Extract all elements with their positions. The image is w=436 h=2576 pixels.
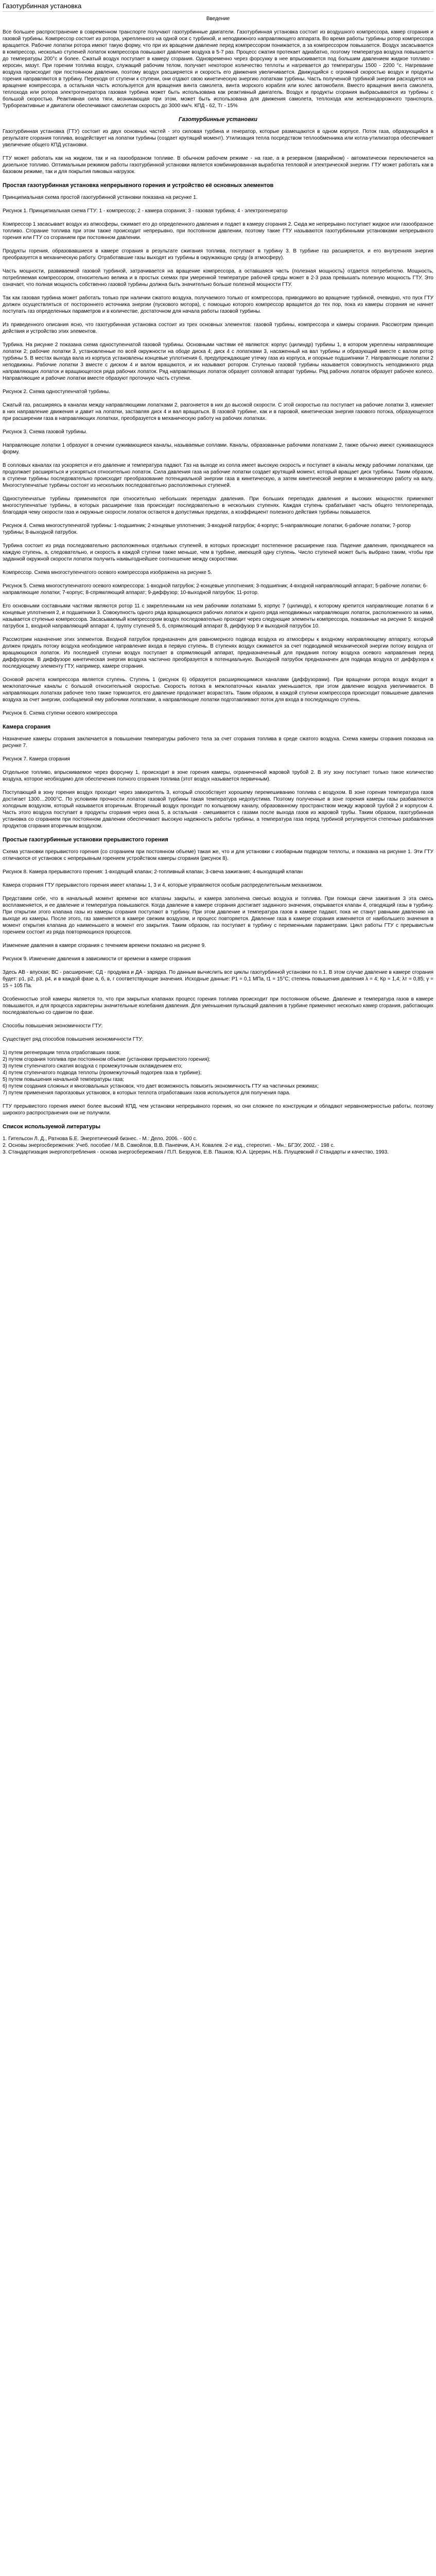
list-item: 1) путем регенерации тепла отработавших газов; [3,1050,121,1056]
paragraph: Особенностью этой камеры является то, что при закрытых клапанах процесс горения топлива происходит при постоянном объеме. Давление и температура газов в камере повышаются, и для процесса характерны значительные колебания давления. Для уменьшения пульсаций давления в турбине применяют несколько камер сгорания, работающих последовательно со сдвигом по фазе. [3,996,433,1015]
paragraph: Поступающий в зону горения воздух проходит через завихритель 3, который способствует хорошему перемешиванию топлива с воздухом. В зоне горения температура газов достигает 1300…2000°С. По условиям прочности лопаток газовой турбины такая температура недопустима. Поэтому полученные в зоне горения камеры газы разбавляются холодным воздухом, который называется вторичным. Вторичный воздух проходит по кольцевому каналу, образованному пространством между жаровой трубой 2 и корпусом 4. Часть этого воздуха поступает в продукты сгорания через окна 5, а остальная - смешивается с газами после выхода газов из жаровой трубы. Таким образом, газотурбинная установка со сгоранием при постоянном давлении обеспечивает высокую надежность работы турбины, а температура газа перед турбиной регулируется степенью разбавления продуктов сгорания вторичным воздухом. [3,790,433,829]
paragraph: ГТУ может работать как на жидком, так и на газообразном топливе. В обычном рабочем режиме - на газе, а в резервном (аварийном) - автоматически переключается на дизельное топливо. Оптимальным режимом работы газотурбинной установки является комбинированная выработка тепловой и электрической энергии. ГТУ может работать как в базовом режиме, так и для покрытия пиковых нагрузок. [3,156,433,175]
section-heading-continuous-gtu: Простая газотурбинная установка непрерывного горения и устройство её основных элементов [3,182,274,189]
paragraph: Существует ряд способов повышения экономичности ГТУ: [3,1037,144,1042]
figure-caption-list [3,956,433,962]
paragraph: Изменение давления в камере сгорания с течением времени показано на рисунке 9. [3,943,206,948]
paragraph: Турбина. На рисунке 2 показана схема одноступенчатой газовой турбины. Основными частями её являются: корпус (цилиндр) турбины 1, в котором укреплены направляющие лопатки 2; рабочие лопатки 3, установленные по всей окружности на ободе диска 4; диск 4 с лопатками 3, насаженный на вал турбины и образующий вместе с валом ротор турбины 5. В местах выхода вала из корпуса установлены концевые уплотнения 6, предупреждающие утечку газа из корпуса, и опорные подшипники 7. Направляющие лопатки 2 неподвижны. Рабочие лопатки 3 вместе с диском 4 и валом вращаются, и их называют ротором. Ступенью газовой турбины называется совокупность неподвижного ряда направляющих лопаток и вращающегося ряда рабочих лопаток. Ряд направляющих лопаток образует сопловой аппарат турбины. Ряд рабочих лопаток образует рабочее колесо. Направляющие и рабочие лопатки вместе образуют проточную часть ступени. [3,342,433,381]
paragraph: Компрессор 1 засасывает воздух из атмосферы, сжимает его до определенного давления и подает в камеру сгорания 2. Сюда же непрерывно поступает жидкое или газообразное топливо. Сгорание топлива при этом также происходит непрерывно, при постоянном давлении, поэтому такие ГТУ называются газотурбинными установками непрерывного горения или ГТУ со сгоранием при постоянном давлении. [3,222,433,241]
list-item: 4) путем ступенчатого подвода теплоты (промежуточный подогрев газа в турбине); [3,1070,202,1076]
document-title: Газотурбинная установка [3,2,82,10]
list-item: 7) путем применения парогазовых установок, в которых теплота отработавших газов используется для получения пара. [3,1090,291,1096]
list-item: 3) путем ступенчатого сжатия воздуха с промежуточным охлаждением его; [3,1063,183,1069]
paragraph: Принципиальная схема простой газотурбинной установки показана на рисунке 1. [3,195,198,200]
figure-caption: Рисунок 1. Принципиальная схема ГТУ: 1 - компрессор; 2 - камера сгорания; 3 - газовая турбина; 4 - электрогенератор [3,208,288,214]
section-heading-bibliography: Список используемой литературы [3,1124,100,1130]
paragraph: Продукты горения, образовавшиеся в камере сгорания в результате сжигания топлива, поступают в турбину 3. В турбине газ расширяется, и его внутренняя энергия преобразуется в механическую работу. Отработавшие газы выходят из турбины в окружающую среду (в атмосферу). [3,248,433,261]
figure-caption: Рисунок 9. Изменение давления в зависимости от времени в камере сгорания [3,956,191,962]
paragraph: Газотурбинная установка (ГТУ) состоит из двух основных частей - это силовая турбина и генератор, которые размещаются в одном корпусе. Поток газа, образующийся в результате сгорания топлива, воздействует на лопатки турбины (создает крутящий момент). Утилизация тепла посредством теплообменника или котла-утилизатора обеспечивает увеличение общего КПД установки. [3,129,433,148]
bibliography-item: 3. Стандартизация энергопотребления - основа энергосбережения / П.П. Безруков, Е.В. Пашков, Ю.А. Церерин, Н.Б. Плущевский // Стандарты и качество, 1993. [3,1149,389,1155]
paragraph: Здесь АВ - впуская; ВС - расширение; CД - продувка и ДА - зарядка. По данным вычислить все циклы газотурбинной установки по п.1. В этом случае давление в камере сгорания будет: р1, р2, р3, р4, и в каждой фазе а, б, в, г соответствующие значения. Исходные данные: Р1 = 0,1 МПа, t1 = 15°С; степень повышения давления λ = 4; Кр = 1,4; λт = 0,85; γ = 15 ÷ 105 Па. [3,970,433,989]
paragraph: Сжатый газ, расширяясь в каналах между направляющими лопатками 2, разгоняется в них до высокой скорости. С этой скоростью газ поступает на рабочие лопатки 3, изменяет в них направление движения и давит на лопатки, заставляя диск 4 и вал вращаться. В газовой турбине, как и в паровой, кинетическая энергия газового потока, образующегося при расширении газа в направляющих лопатках, преобразуется в механическую работу на рабочих лопатках. [3,402,433,421]
bibliography-item: 1. Гительсон Л. Д., Ратнова Б.Е. Энергетический бизнес. - М.: Дело, 2006. - 600 с. [3,1136,198,1142]
paragraph: Все большее распространение в современном транспорте получают газотурбинные двигатели. Газотурбинная установка состоит из воздушного компрессора, камер сгорания и газовой турбины. Компрессор состоит из ротора, укрепленного на одной оси с турбиной, и неподвижного направляющего аппарата. Во время работы турбины ротор компрессора вращается. Рабочие лопатки ротора имеют такую форму, что при их вращении давление перед компрессором понижается, а за компрессором повышается. Воздух засасывается в компрессор, несколько ступеней лопаток компрессора повышают давление воздуха в 5-7 раз. Процесс сжатия протекает адиабатно, поэтому температура воздуха повышается до температуры 200°с и более. Сжатый воздух поступает в камеру сгорания. Одновременно через форсунку в нее впрыскивается под большим давлением жидкое топливо - керосин, мазут. При горении топлива воздух, служащий рабочим телом, получает некоторое количество теплоты и нагревается до температуры 1500 - 2200 °с. Нагревание воздуха происходит при постоянном давлении, поэтому воздух расширяется и скорость его движения увеличивается. Движущийся с огромной скоростью воздух и продукты горения направляются в турбину. Переходя от ступени к ступени, они отдают свою кинетическую энергию лопаткам турбины. Часть полученной турбиной энергии расходуется на вращение компрессора, а остальная часть используется для вращения винта самолета, винта морского корабля или колес автомобиля. Вместо вращения винта самолета, теплохода или ротора электрогенератора газовая турбина может быть использована как реактивный двигатель. Воздух и продукты сгорания выбрасываются из турбины с большой скоростью. Реактивная сила тяги, возникающая при этом, может быть использована для движения самолета, теплохода или железнодорожного транспорта. Турбореактивные и двигатели обеспечивают самолетам скорость до 3000 км/ч. КПД - 62, Тг - 15% [3,29,433,109]
section-heading-combustion-chamber: Камера сгорания [3,724,51,730]
section-heading-gtu: Газотурбинные установки [178,116,258,123]
list-item: 5) путем повышения начальной температуры газа; [3,1077,124,1082]
figure-caption: Рисунок 3. Схема газовой турбины. [3,429,88,435]
paragraph: Камера сгорания ГТУ прерывистого горения имеет клапаны 1, 3 и 4, которые управляются особым распределительным механизмом. [3,883,323,888]
paragraph: Одноступенчатые турбины применяются при относительно небольших перепадах давления. При больших перепадах давления и высоких мощностях применяют многоступенчатые турбины, в которых расширение газа происходит последовательно в нескольких ступенях. Каждая ступень срабатывает часть общего теплоперепада, благодаря чему скорости газа и окружные скорости лопаток остаются в допустимых пределах, а коэффициент полезного действия турбины повышается. [3,496,433,515]
paragraph: Компрессор. Схема многоступенчатого осевого компрессора изображена на рисунке 5. [3,570,212,575]
document-body [3,15,433,1162]
figure-caption-list [3,869,433,875]
section-heading-intermittent-gtu: Простые газотурбинные установки прерывистого горения [3,837,168,843]
paragraph: Из приведенного описания ясно, что газотурбинная установка состоит из трех основных элементов: газовой турбины, компрессора и камеры сгорания. Рассмотрим принцип действия и устройство этих элементов. [3,322,433,334]
paragraph: Турбина состоит из ряда последовательно расположенных отдельных ступеней, в которых происходит постепенное расширение газа. Падение давления, приходящееся на каждую ступень, а, следовательно, и скорость в каждой ступени также меньше, чем в турбине, имеющей одну ступень. Число ступеней может быть выбрано таким, чтобы при заданной окружной скорости лопаток получить наивыгоднейшее соотношение между скоростями. [3,543,433,562]
figure-caption: Рисунок 5. Схема многоступенчатого осевого компрессора: 1-входной патрубок; 2-концевые уплотнения; 3-подшипник; 4-входной направляющий аппарат; 5-рабочие лопатки; 6-направляющие лопатки; 7-корпус; 8-спрямляющий аппарат; 9-диффузор; 10-выходной патрубок; 11-ротор. [3,583,428,596]
paragraph: Назначение камеры сгорания заключается в повышении температуры рабочего тела за счет сгорания топлива в среде сжатого воздуха. Схема камеры сгорания показана на рисунке 7. [3,736,433,749]
bibliography-item: 2. Основы энергосбережения: Учеб. пособие / М.В. Самойлов, В.В. Паневчик, А.Н. Ковалев. 2-е изд., стереотип. - Мн.: БГЭУ, 2002. - 198 с. [3,1143,335,1148]
figure-caption: Рисунок 4. Схема многоступенчатой турбины: 1-подшипник; 2-концевые уплотнения; 3-входной патрубок; 4-корпус; 5-направляющие лопатки; 6-рабочие лопатки; 7-ротор турбины; 8-выходной патрубок. [3,523,411,535]
figure-caption-list [3,710,433,717]
bibliography-list [3,1136,433,1156]
paragraph: Его основными составными частями являются ротор 11 с закрепленными на нем рабочими лопатками 5, корпус 7 (цилиндр), к которому крепится направляющие лопатки 6 и концевые уплотнения 2, и подшипники 3. Совокупность одного ряда вращающихся рабочих лопаток и одного ряда неподвижных направляющих лопаток, расположенного за ними, называется ступенью компрессора. Засасываемый компрессором воздух последовательно проходит через следующие элементы компрессора, показанные на рисунке 5: входной патрубок 1, входной направляющий аппарат 4, группу ступеней 5, 6, спрямляющий аппарат 8, диффузор 9 и выходной патрубок 10. [3,603,433,629]
paragraph: Так как газовая турбина может работать только при наличии сжатого воздуха, получаемого только от компрессора, приводимого во вращение турбиной, очевидно, что пуск ГТУ должен осуществляться от постороннего источника энергии (пускового мотора), с помощью которого компрессор вращается до тех пор, пока из камеры сгорания не начнет поступать газ определенных параметров и в количестве, достаточном для начала работы газовой турбины. [3,295,433,314]
paragraph: Способы повышения экономичности ГТУ: [3,1023,103,1029]
title-divider [3,11,433,12]
paragraph: Рассмотрим назначение этих элементов. Входной патрубок предназначен для равномерного подвода воздуха из атмосферы к входному направляющему аппарату, который должен придать потоку воздуха необходимое направление входа в первую ступень. В ступенях воздух сжимается за счет подводимой механической энергии потоку воздуха от вращающихся лопаток. Из последней ступени воздух поступает в спрямляющий аппарат, предназначенный для придания потоку воздуха осевого направления перед диффузором. В диффузоре кинетическая энергия воздуха частично преобразуется в потенциальную. Выходной патрубок предназначен для подвода воздуха от диффузора к последующему элементу ГТУ, например, камере сгорания. [3,637,433,669]
figure-caption: Рисунок 2. Схема одноступенчатой турбины. [3,389,110,395]
figure-caption-list [3,208,433,214]
paragraph: Основой расчета компрессора является ступень. Ступень 1 (рисунок 6) образуется расширяющимися каналами (диффузорами). При вращении ротора воздух входит в межлопаточные каналы с большой относительной скоростью. Скорость потока в межлопаточных каналах уменьшается, при этом давление воздуха увеличивается. В направляющих лопатках рабочее тело также тормозится, его давление продолжает возрастать. Таким образом, в каждой ступени компрессора происходит повышение давления воздуха за счет энергии, сообщаемой ему рабочими лопатками, а направляющие лопатки подготавливают поток для входа в последующую ступень. [3,677,433,703]
paragraph: Отдельное топливо, впрыскиваемое через форсунку 1, происходит в зоне горения камеры, ограниченной жаровой трубой 2. В эту зону поступает только такое количество воздуха, которое необходимо для обеспечения полного сгорания топлива (этот воздух называется первичным). [3,770,433,782]
paragraph: Представим себе, что в начальный момент времени все клапаны закрыты, и камера заполнена смесью воздуха и топлива. При помощи свечи зажигания 3 эта смесь воспламеняется, и ее давление и температура повышаются. Когда давление в камере сгорания достигает заданного значения, открывается клапан 4, отводящий газы в турбину. При открытии этого клапана газы из камеры сгорания поступают в турбину. При этом давление и температура газов в камере падают, пока не станут равными давлению на выходе из камеры. После этого, газ заменяется в камере свежим воздухом, и процесс повторяется. Давление газа в камере сгорания изменяется от наибольшего значения в момент открытия клапана до наименьшего в момент его закрытия. Таким образом, газ поступает в турбину с переменными параметрами. Цикл работы ГТУ с прерывистым горением состоит из ряда повторяющихся процессов. [3,896,433,935]
figure-caption: Рисунок 8. Камера прерывистого горения: 1-входящий клапан; 2-топливный клапан; 3-свеча зажигания; 4-выходящий клапан [3,869,303,875]
list-item: 6) путем создания сложных и многовальных установок, что дает возможность повысить экономичность ГТУ на частичных режимах; [3,1083,319,1089]
figure-caption-list [3,756,433,762]
figure-caption-list [3,583,433,596]
paragraph: В сопловых каналах газ ускоряется и его давление и температура падают. Газ на выходе из сопла имеет высокую скорость и поступает в каналы между рабочими лопатками, где продолжает расширяться и ускоряться относительно лопаток. Сила давления газа на рабочие лопатки создает крутящий момент, который вращает диск турбины. Таким образом, в ступени турбины последовательно происходит преобразование потенциальной энергии газа в кинетическую, а затем кинетической энергии в механическую работу на валу. Многоступенчатые турбины состоят из нескольких последовательно расположенных ступеней. [3,463,433,488]
paragraph: Часть мощности, развиваемой газовой турбиной, затрачивается на вращение компрессора, а оставшаяся часть (полезная мощность) отдается потребителю. Мощность, потребляемая компрессором, относительно велика и в простых схемах при умеренной температуре рабочей среды может в 2-3 раза превышать полезную мощность ГТУ. Это означает, что полная мощность собственно газовой турбины должна быть значительно больше полезной мощности ГТУ. [3,268,433,287]
section-introduction-heading: Введение [206,16,230,22]
efficiency-methods-list [3,1049,433,1096]
figure-caption-list [3,429,433,435]
paragraph: Схема установки прерывистого горения (со сгоранием при постоянном объеме) такая же, что и для установки с изобарным подводом теплоты, и показана на рисунке 1. Эти ГТУ отличаются от установок с непрерывным горением устройством камеры сгорания (рисунок 8). [3,849,433,861]
figure-caption-list [3,522,433,536]
list-item: 2) путем сгорания топлива при постоянном объеме (установки прерывистого горения); [3,1057,211,1062]
figure-caption: Рисунок 6. Схема ступени осевого компрессора [3,710,117,716]
paragraph: ГТУ прерывистого горения имеют более высокий КПД, чем установки непрерывного горения, но они сложнее по конструкции и обладают неравномерностью работы, поэтому широкого распространения они не получили. [3,1104,433,1116]
figure-caption: Рисунок 7. Камера сгорания [3,756,70,762]
paragraph: Направляющие лопатки 1 образуют в сечении суживающиеся каналы, называемые соплами. Каналы, образованные рабочими лопатками 2, также обычно имеют суживающуюся форму. [3,443,433,455]
figure-caption-list [3,388,433,395]
